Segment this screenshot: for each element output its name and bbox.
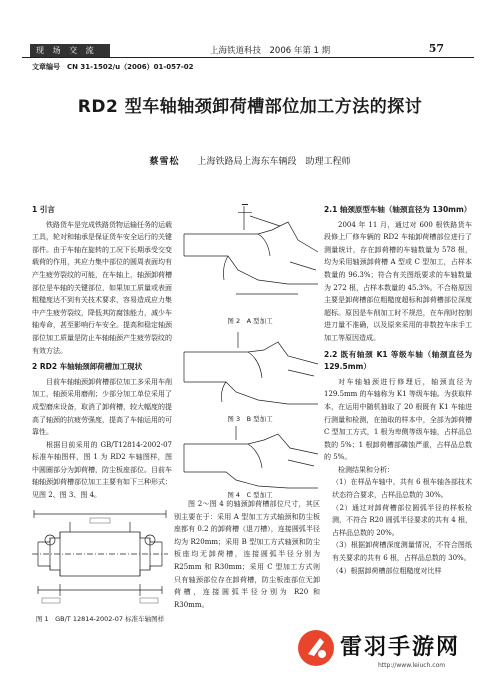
section-tag: 现 场 交 流 — [30, 44, 110, 57]
article-title: RD2 型车轴轴颈卸荷槽部位加工方法的探讨 — [77, 97, 423, 117]
left-column — [32, 200, 172, 502]
heading-status: 2 RD2 车轴轴颈卸荷槽加工现状 — [32, 362, 143, 372]
author-line — [0, 154, 500, 167]
list-item: （2）通过对卸荷槽部位圆弧半径的样板检测，不符合 R20 圆弧半径要求的共有 4 根，占样品总数的 20%。 — [332, 503, 472, 537]
paragraph: 根据目前采用的 GB/T12814-2002-07 标准车轴图样，图 1 为 RD2 车轴图样，图中圆圈部分为卸荷槽，防尘板座部位。目前车轴轴颈卸荷槽部位加工主要有如下三种形式：见图 2、图 3、图 4。 — [32, 440, 172, 500]
document-id: 文章编号 CN 31-1502/u（2006）01-057-02 — [32, 63, 194, 71]
author-affiliation: 上海铁路局上海东车辆段 助理工程师 — [197, 157, 351, 167]
paragraph: 对车轴轴颈进行修理后，轴颈直径为 129.5mm 的车轴称为 K1 等级车轴。为获取样本，在运用中随机抽取了 20 根既有 K1 车轴进行测量和检测，在抽取的样本中，全部为卸荷槽 C 型加工方式，1 根为卑侧等级车轴，占样品总数的 5%；1 根卸荷槽部磷蚀严重，占样品总数的 5%。 — [324, 377, 472, 462]
watermark-url: http://www.leiuch.com — [378, 662, 446, 669]
heading-introduction: 1 引言 — [32, 205, 55, 214]
watermark-logo-icon — [296, 628, 336, 668]
figure-4-caption: 图 4 C 型加工 — [227, 491, 273, 499]
right-column — [324, 200, 472, 577]
paragraph: 图 2～图 4 的轴颈卸荷槽部位尺寸，其区别主要在于：采用 A 型加工方式轴颈和防尘板座都有 0.2 的卸荷槽（退刀槽），连接圆弧半径均为 R20mm；采用 B 型加工方式轴颈和防尘板座均无卸荷槽，连接圆弧半径分别为 R25mm 和 R30mm；采用 C 型加工方式则只有轴颈部位存在卸荷槽，防尘板座部位无卸荷槽，连接圆弧半径分别为 R20 和 R30mm。 — [174, 500, 320, 609]
figure-4-c-type-drawing — [178, 426, 322, 496]
paragraph: 检测结果和分析： — [338, 465, 394, 474]
paragraph: 目前车轴轴颈卸荷槽部位加工多采用车削加工，轴颈采用磨削；少部分加工单位采用了成型磨床设备，取消了卸荷槽，较大幅度的提高了轴颈的抗疲劳强度，提高了车轴运用的可靠性。 — [32, 377, 172, 437]
figure-1-axle-drawing — [30, 498, 170, 610]
figure-3-caption: 图 3 B 型加工 — [227, 415, 273, 423]
middle-column — [174, 498, 320, 611]
page-number: 57 — [428, 42, 444, 55]
paragraph: 铁路货车是完成铁路货物运输任务的运载工具，轮对和轴承是保证货车安全运行的关键部件。由于车轴在旋转的工况下长期承受交变载荷的作用，其应力集中部位的圆周表面均有产生疲劳裂纹的可能，在车轴上，轴颈卸荷槽部位是车轴的关键部位，如果加工质量或表面粗糙度达不到有关技术要求，容易造成应力集中产生疲劳裂纹，降低其防腐蚀能力，减少车轴寿命，甚至影响行车安全。提高和稳定轴颈部位加工质量是防止车轴轴颈产生疲劳裂纹的有效方法。 — [32, 220, 172, 355]
figure-2-a-type-drawing — [178, 200, 322, 312]
figure-3-b-type-drawing — [178, 330, 322, 416]
watermark-text: 雷羽手游网 — [340, 635, 461, 660]
site-watermark — [292, 626, 480, 676]
heading-2-1: 2.1 轴颈原型车轴（轴颈直径为 130mm） — [324, 205, 472, 214]
running-header — [22, 40, 474, 58]
list-item: （1）在样品车轴中，共有 6 根车轴各部技术状态符合要求，占样品总数的 30%。 — [332, 478, 472, 500]
list-item: （3）根据卸荷槽深度测量情况，不符合图纸有关要求的共有 6 根，占样品总数的 30%。 — [332, 541, 472, 563]
figure-1-caption: 图 1 GB/T 12814-2002-07 标准车轴图样 — [35, 615, 165, 623]
author-name: 蔡雪松 — [149, 157, 180, 167]
list-item: （4）根据卸荷槽部位粗糙度对比样 — [332, 566, 442, 575]
heading-2-2: 2.2 既有轴颈 K1 等级车轴（轴颈直径为 129.5mm） — [324, 349, 472, 372]
journal-name: 上海铁道科技 2006 年第 1 期 — [210, 46, 331, 56]
figure-2-caption: 图 2 A 型加工 — [227, 317, 273, 325]
paragraph: 2004 年 11 月，通过对 600 根铁路货车段修上厂修车辆的 RD2 车轴卸荷槽部位进行了测量统计，存在卸荷槽的车轴数量为 578 根，均为采用轴颈卸荷槽 A 型或 C 型加工，占样本数量的 96.3%；符合有关图纸要求的车轴数量为 272 根，占样本数量的 45.3%。不合格原因主要是卸荷槽部位粗糙度超标和卸荷槽部位深度超标。原因是车削加工时不规范，在车削时控制进刀量不准确，以及原来采用的非数控车床手工加工等原因造成。 — [324, 220, 472, 342]
